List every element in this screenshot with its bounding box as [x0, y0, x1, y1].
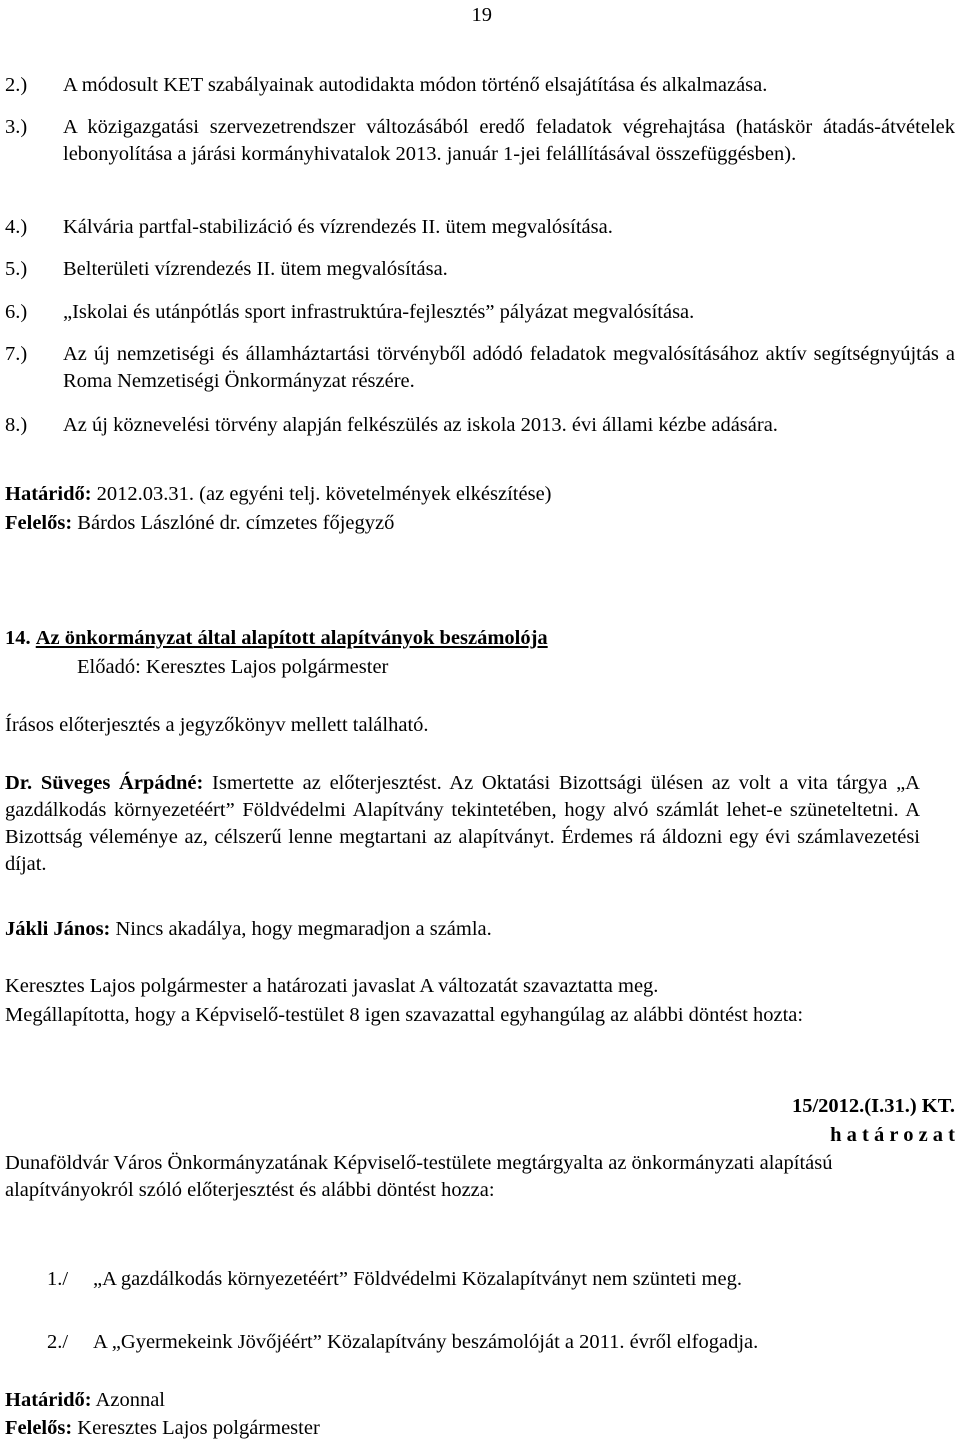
- responsible-label: Felelős:: [5, 1417, 73, 1439]
- list-item-text: A közigazgatási szervezetrendszer változásából eredő feladatok végrehajtása (hatáskör átadás-átvételek lebonyolítása a járási kormányhivatalok 2013. január 1-jei felállításával összefüggésben).: [63, 116, 955, 165]
- speaker-paragraph: [5, 916, 955, 943]
- decision-number: 1./: [47, 1268, 69, 1290]
- decision-number: 2./: [47, 1331, 69, 1353]
- list-item-text: A módosult KET szabályainak autodidakta módon történő elsajátítása és alkalmazása.: [63, 74, 768, 96]
- speaker-paragraph: [5, 770, 920, 878]
- deadline-label: Határidő:: [5, 1389, 92, 1411]
- decision-text: „A gazdálkodás környezetéért” Földvédelmi Közalapítványt nem szünteti meg.: [93, 1268, 742, 1290]
- decision-text: A „Gyermekeink Jövőjéért” Közalapítvány beszámolóját a 2011. évről elfogadja.: [93, 1331, 759, 1353]
- agenda-presenter: Előadó: Keresztes Lajos polgármester: [77, 656, 389, 678]
- speaker-name: Jákli János:: [5, 918, 111, 940]
- vote-line: Megállapította, hogy a Képviselő-testület 8 igen szavazattal egyhangúlag az alábbi döntést hozta:: [5, 1004, 804, 1026]
- decision-intro: Dunaföldvár Város Önkormányzatának Képviselő-testülete megtárgyalta az önkormányzati alapítású alapítványokról szóló előterjesztést és alábbi döntést hozza:: [5, 1152, 833, 1201]
- agenda-title: Az önkormányzat által alapított alapítványok beszámolója: [35, 627, 548, 649]
- resolution-label: [5, 1122, 955, 1149]
- responsible-value: Bárdos Lászlóné dr. címzetes főjegyző: [72, 512, 395, 534]
- agenda-heading: [5, 625, 955, 652]
- speaker-text: Nincs akadálya, hogy megmaradjon a számla.: [110, 918, 492, 940]
- responsible-label: Felelős:: [5, 512, 73, 534]
- speaker-text: Ismertette az előterjesztést. Az Oktatási Bizottsági ülésen az volt a vita tárgya „A gazdálkodás környezetéért” Földvédelmi Alapítvány tekintetében, hogy alvó számlát lehet-e szüneteltetni. A Bizottság véleménye az, célszerű lenne megtartani az alapítványt. Érdemes rá áldozni egy évi számlavezetési díjat.: [5, 772, 920, 875]
- list-item: [5, 412, 955, 439]
- deadline-line: [5, 481, 955, 508]
- written-note: Írásos előterjesztés a jegyzőkönyv mellett található.: [5, 714, 429, 736]
- responsible-line: [5, 510, 955, 537]
- list-item-number: 5.): [5, 258, 28, 280]
- decision-item: [47, 1266, 742, 1293]
- deadline-value: Azonnal: [91, 1389, 165, 1411]
- list-item-number: 7.): [5, 343, 28, 365]
- page-number: 19: [471, 4, 492, 26]
- list-item-text: Az új köznevelési törvény alapján felkészülés az iskola 2013. évi állami kézbe adására.: [63, 414, 778, 436]
- deadline-label: Határidő:: [5, 483, 92, 505]
- agenda-number: 14.: [5, 627, 31, 649]
- list-item-text: Kálvária partfal-stabilizáció és vízrendezés II. ütem megvalósítása.: [63, 216, 613, 238]
- list-item: [5, 341, 955, 395]
- list-item-text: Az új nemzetiségi és államháztartási törvényből adódó feladatok megvalósításához aktív segítségnyújtás a Roma Nemzetiségi Önkormányzat részére.: [63, 343, 955, 392]
- list-item-number: 8.): [5, 414, 28, 436]
- vote-line: Keresztes Lajos polgármester a határozati javaslat A változatát szavaztatta meg.: [5, 975, 659, 997]
- deadline-value: 2012.03.31. (az egyéni telj. követelmények elkészítése): [91, 483, 552, 505]
- resolution-number-text: 15/2012.(I.31.) KT.: [791, 1095, 955, 1117]
- list-item: [5, 114, 955, 168]
- speaker-name: Dr. Süveges Árpádné:: [5, 772, 204, 794]
- responsible-value: Keresztes Lajos polgármester: [72, 1417, 320, 1439]
- resolution-label-text: h a t á r o z a t: [830, 1124, 955, 1146]
- list-item: [5, 72, 955, 99]
- list-item-number: 2.): [5, 74, 28, 96]
- list-item-text: „Iskolai és utánpótlás sport infrastruktúra-fejlesztés” pályázat megvalósítása.: [63, 301, 695, 323]
- deadline-line: [5, 1387, 955, 1414]
- list-item: [5, 299, 955, 326]
- resolution-number: [5, 1093, 955, 1120]
- list-item-number: 4.): [5, 216, 28, 238]
- list-item-text: Belterületi vízrendezés II. ütem megvalósítása.: [63, 258, 448, 280]
- responsible-line: [5, 1415, 955, 1442]
- list-item-number: 3.): [5, 116, 28, 138]
- list-item: [5, 256, 955, 283]
- list-item: [5, 214, 955, 241]
- decision-item: [47, 1329, 758, 1356]
- list-item-number: 6.): [5, 301, 28, 323]
